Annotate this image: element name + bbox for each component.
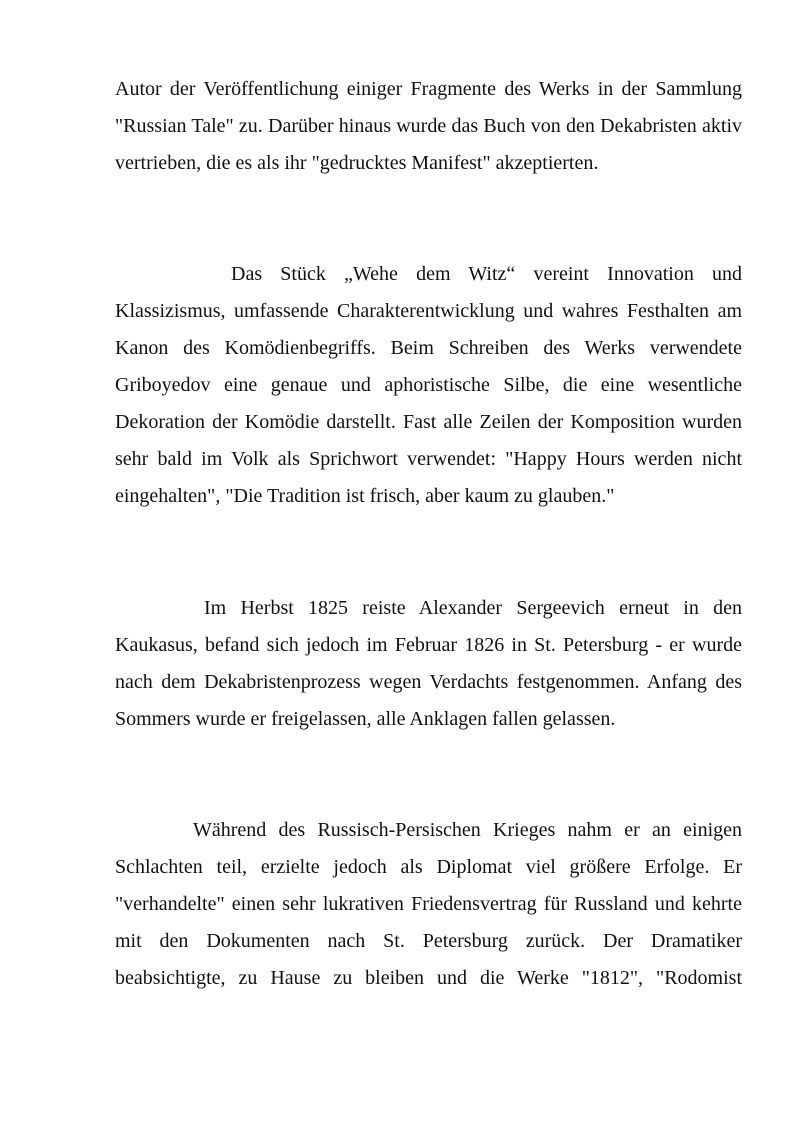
paragraph-3: Im Herbst 1825 reiste Alexander Sergeevich erneut in den Kaukasus, befand sich jedoch im Februar 1826 in St. Petersburg - er wurde nach dem Dekabristenprozess wegen Verdachts festgenommen. Anfang des Sommers wurde er freigelassen, alle Anklagen fallen gelassen. xyxy=(115,597,742,730)
paragraph-2: Das Stück „Wehe dem Witz“ vereint Innovation und Klassizismus, umfassende Charakterentwicklung und wahres Festhalten am Kanon des Komödienbegriffs. Beim Schreiben des Werks verwendete Griboyedov eine genaue und aphoristische Silbe, die eine wesentliche Dekoration der Komödie darstellt. Fast alle Zeilen der Komposition wurden sehr bald im Volk als Sprichwort verwendet: "Happy Hours werden nicht eingehalten", "Die Tradition ist frisch, aber kaum zu glauben." xyxy=(115,263,742,507)
paragraph-4: Während des Russisch-Persischen Krieges nahm er an einigen Schlachten teil, erzielte jedoch als Diplomat viel größere Erfolge. Er "verhandelte" einen sehr lukrativen Friedensvertrag für Russland und kehrte mit den Dokumenten nach St. Petersburg zurück. Der Dramatiker beabsichtigte, zu Hause zu bleiben und die Werke "1812", "Rodomist xyxy=(115,819,742,989)
paragraph-1: Autor der Veröffentlichung einiger Fragmente des Werks in der Sammlung "Russian Tale" zu. Darüber hinaus wurde das Buch von den Dekabristen aktiv vertrieben, die es als ihr "gedrucktes Manifest" akzeptierten. xyxy=(115,78,742,174)
